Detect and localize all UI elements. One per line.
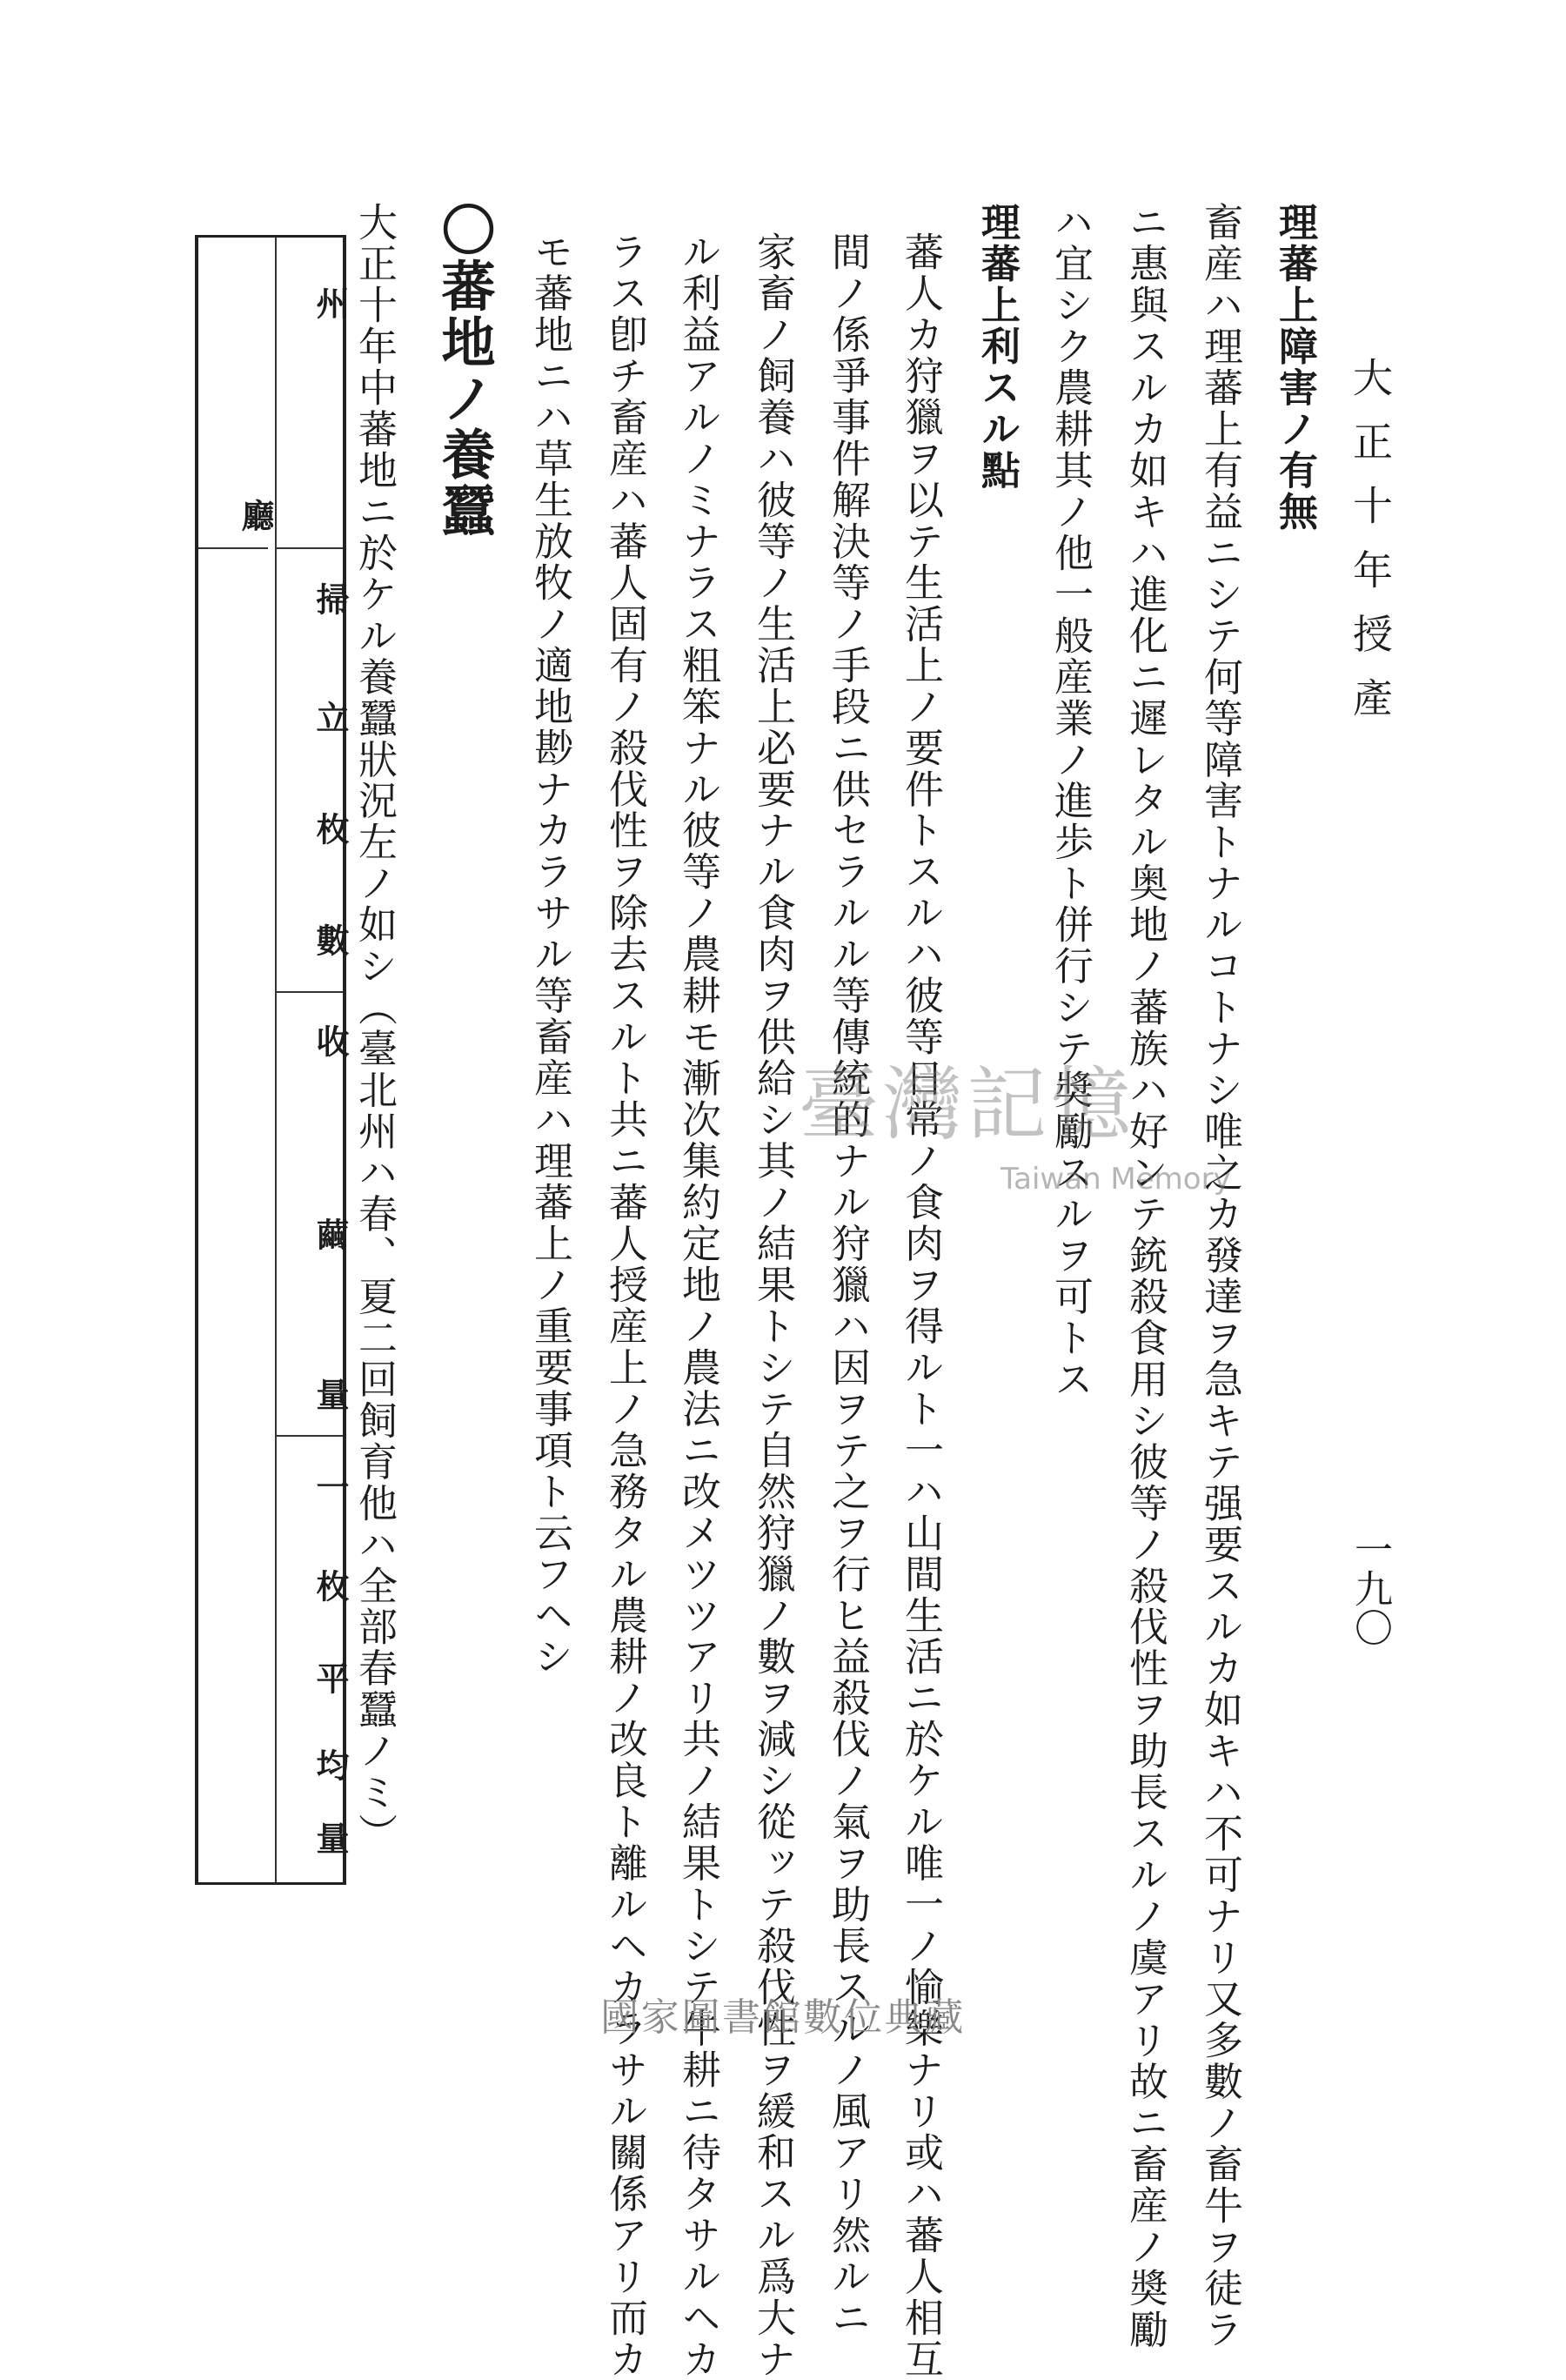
table-cell: 收 (311, 1024, 350, 1057)
table-cell: 一 (311, 1470, 350, 1503)
page-number: 一九〇 (1348, 1530, 1392, 1647)
watermark-logo: 臺灣記憶 (799, 1058, 1135, 1151)
table-rule (275, 547, 343, 549)
table-header-prefecture: 州 (311, 286, 350, 319)
table-divider (275, 238, 277, 1882)
table-cell: 繭 (311, 1217, 350, 1250)
section-title-sericulture: 〇蕃地ノ養蠶 (432, 202, 496, 539)
table-cell: 量 (311, 1378, 350, 1411)
subheading-no-harm: 理蕃上障害ノ有無 (1272, 202, 1318, 533)
table-rule (275, 991, 343, 993)
table-cell: 平 (311, 1661, 350, 1694)
table-rule (275, 1435, 343, 1437)
table-header-office: 廳 (236, 499, 275, 532)
text-line: ラス卽チ畜産ハ蕃人固有ノ殺伐性ヲ除去スルト共ニ蕃人授産上ノ急務タル農耕ノ改良ト離ルヘカラサル關係アリ而カ (602, 231, 648, 2380)
table-cell: 枚 (311, 812, 350, 845)
watermark-english: Taiwan Memory (1000, 1162, 1231, 1197)
table-cell: 量 (311, 1821, 350, 1854)
table-rule (198, 547, 268, 549)
table-cell: 立 (311, 701, 350, 734)
table-cell: 數 (311, 923, 350, 956)
subheading-benefits: 理蕃上利スル點 (974, 202, 1021, 492)
text-line: 間ノ係爭事件解決等ノ手段ニ供セラルル等傳統的ナル狩獵ハ因ヲテ之ヲ行ヒ益殺伐ノ氣ヲ助長スルノ風アリ然ルニ (825, 231, 871, 2339)
text-line: ル利益アルノミナラス粗笨ナル彼等ノ農耕モ漸次集約定地ノ農法ニ改メツツアリ共ノ結果トシテ牛耕ニ待タサルヘカ (675, 231, 721, 2380)
table-cell: 均 (311, 1748, 350, 1781)
running-title: 大正十年授產 (1347, 357, 1394, 741)
text-line: ニ惠與スルカ如キハ進化ニ遲レタル奥地ノ蕃族ハ好ンテ銃殺食用シ彼等ノ殺伐性ヲ助長スルノ虞アリ故ニ畜産ノ奬勵 (1122, 202, 1168, 2350)
text-line: ハ宜シク農耕其ノ他一般産業ノ進歩ト併行シテ奬勵スルヲ可トス (1047, 202, 1094, 1400)
text-line: 畜産ハ理蕃上有益ニシテ何等障害トナルコトナシ唯之カ發達ヲ急キテ强要スルカ如キハ不可ナリ又多數ノ畜牛ヲ徒ラ (1197, 202, 1243, 2350)
table-cell: 掃 (311, 582, 350, 615)
table-cell: 枚 (311, 1569, 350, 1602)
footer-credit: 國家圖書館數位典藏 (600, 1995, 966, 2040)
text-line: 蕃人カ狩獵ヲ以テ生活上ノ要件トスルハ彼等日常ノ食肉ヲ得ルト一ハ山間生活ニ於ケル唯一ノ愉樂ナリ或ハ蕃人相互 (898, 231, 944, 2380)
text-line: 大正十年中蕃地ニ於ケル養蠶狀況左ノ如シ（臺北州ハ春、夏二回飼育他ハ全部春蠶ノミ） (351, 202, 398, 1854)
text-line: モ蕃地ニハ草生放牧ノ適地尠ナカラサル等畜産ハ理蕃上ノ重要事項ト云フヘシ (527, 231, 573, 1678)
text-line: 家畜ノ飼養ハ彼等ノ生活上必要ナル食肉ヲ供給シ其ノ結果トシテ自然狩獵ノ數ヲ減シ從ッテ殺伐性ヲ緩和スル爲大ナ (750, 231, 796, 2380)
sericulture-table (195, 235, 350, 1885)
